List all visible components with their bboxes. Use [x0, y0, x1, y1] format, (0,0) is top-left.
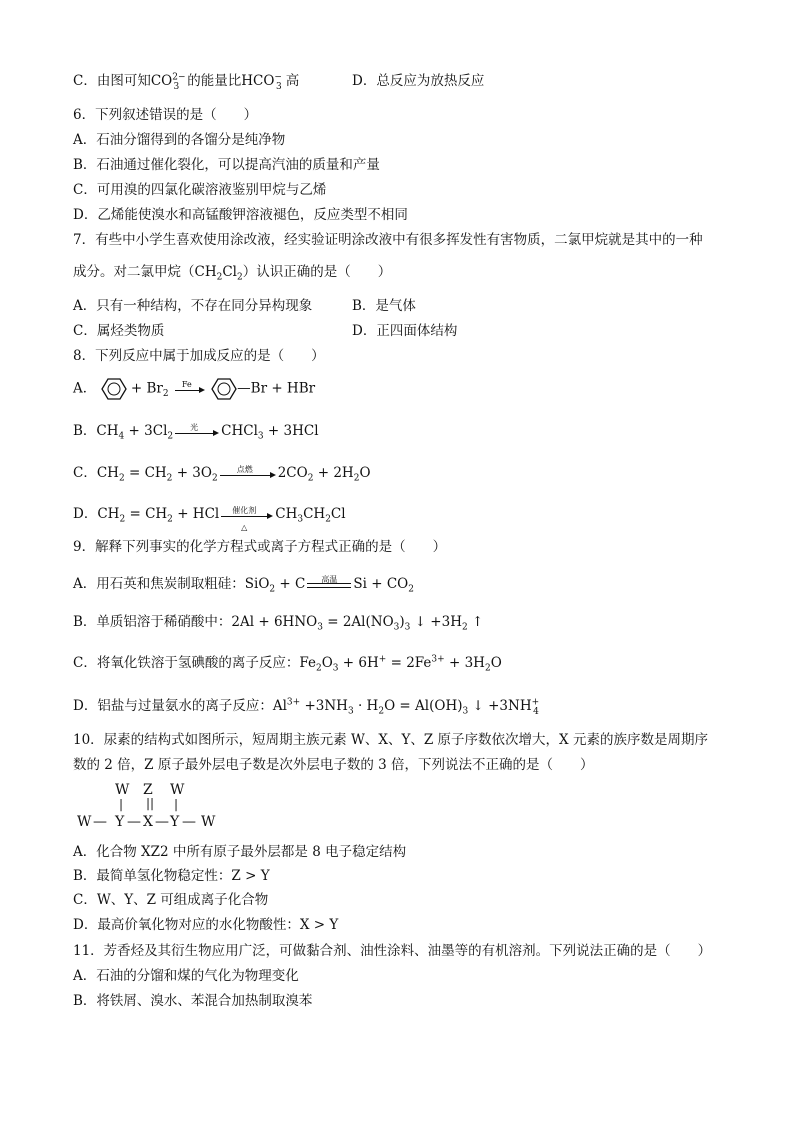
q10-option-a: A．化合物 XZ2 中所有原子最外层都是 8 电子稳定结构 [73, 844, 407, 860]
q6-option-a: A．石油分馏得到的各馏分是纯净物 [73, 132, 286, 148]
q8-option-c: C．$CH_2 = CH_2 + 3O_2$ 点燃 $2CO_2 + 2H_2O$ [73, 464, 371, 484]
q7-option-b: B．是气体 [352, 298, 416, 314]
q10-option-d: D．最高价氧化物对应的水化物酸性：X > Y [73, 917, 339, 933]
q7-option-c: C．属烃类物质 [73, 323, 165, 339]
q9-option-b: B．单质铝溶于稀硝酸中：$2Al + 6HNO_3 = 2Al(NO_3)_3$ ↓ $+3H_2$ ↑ [73, 614, 484, 633]
q9-option-a: A．用石英和焦炭制取粗硅：SiO$_2$ + C 高温 $Si + CO_2$ [73, 574, 414, 595]
q6-option-d: D．乙烯能使溴水和高锰酸钾溶液褪色，反应类型不相同 [73, 207, 408, 223]
q11-stem: 11．芳香烃及其衍生物应用广泛，可做黏合剂、油性涂料、油墨等的有机溶剂。下列说法正确的是（ ） [73, 943, 712, 959]
q7-stem-cont: 成分。对二氯甲烷$(CH_2Cl_2)$认识正确的是（ ） [73, 264, 392, 283]
benzene-ring-icon [101, 378, 127, 400]
q9-option-d: D．铝盐与过量氨水的离子反应：$Al^{3+} +3NH_3 \cdot H_2O = Al(OH)_3$ ↓ $+3NH^+_4$ [73, 697, 540, 717]
q11-option-b: B．将铁屑、溴水、苯混合加热制取溴苯 [73, 993, 313, 1009]
q7-stem: 7．有些中小学生喜欢使用涂改液，经实验证明涂改液中有很多挥发性有害物质，二氯甲烷就是其中的一种 [73, 232, 703, 248]
q7-option-a: A．只有一种结构，不存在同分异构现象 [73, 298, 313, 314]
q10-option-c: C．W、Y、Z 可组成离子化合物 [73, 892, 269, 908]
q8-option-b: B．$CH_4 + 3Cl_2$ 光 CHCl$_3$ + 3HCl [73, 422, 319, 442]
q7-option-d: D．正四面体结构 [352, 323, 458, 339]
q5-option-d: D．总反应为放热反应 [352, 73, 485, 89]
q10-stem: 10．尿素的结构式如图所示，短周期主族元素 W、X、Y、Z 原子序数依次增大，X 元素的族序数是周期序 [73, 732, 708, 748]
q10-stem-cont: 数的 2 倍，Z 原子最外层电子数是次外层电子数的 3 倍，下列说法不正确的是（ ） [73, 757, 594, 773]
q9-option-c: C．将氧化铁溶于氢碘酸的离子反应：$Fe_2O_3 + 6H^+ = 2Fe^{3+} + 3H_2O$ [73, 654, 502, 674]
q6-option-c: C．可用溴的四氯化碳溶液鉴别甲烷与乙烯 [73, 182, 327, 198]
q5-option-c: C．由图可知$CO^{2-}_3$ 的能量比$HCO^-_3$ 高 [73, 72, 300, 92]
q6-stem: 6．下列叙述错误的是（ ） [73, 107, 258, 123]
q9-stem: 9．解释下列事实的化学方程式或离子方程式正确的是（ ） [73, 539, 447, 555]
benzene-ring-product-icon [211, 378, 237, 400]
q8-option-a: A． + $Br_2$ Fe —Br + HBr [73, 380, 316, 400]
q10-option-b: B．最简单氢化物稳定性：Z > Y [73, 868, 270, 884]
q11-option-a: A．石油的分馏和煤的气化为物理变化 [73, 968, 299, 984]
q8-option-d: D．$CH_2 = CH_2$ + HCl 催化剂 △ $CH_3CH_2Cl$ [73, 505, 346, 532]
q8-stem: 8．下列反应中属于加成反应的是（ ） [73, 348, 325, 364]
urea-structure-diagram: W Z W | || | W — Y — X — Y — W [77, 782, 216, 830]
q6-option-b: B．石油通过催化裂化，可以提高汽油的质量和产量 [73, 157, 380, 173]
